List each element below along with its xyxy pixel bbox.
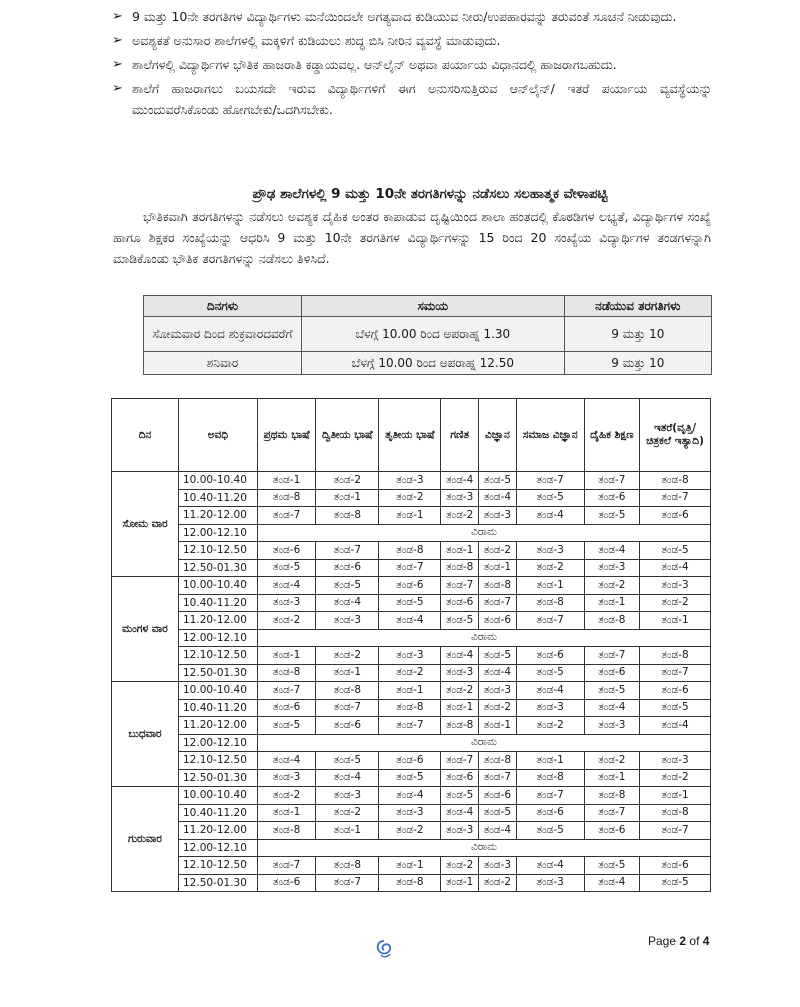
day-cell: ಸೋಮ ವಾರ: [112, 472, 179, 577]
group-cell: ತಂಡ-4: [640, 717, 711, 735]
group-cell: ತಂಡ-6: [584, 489, 639, 507]
group-cell: ತಂಡ-2: [479, 542, 517, 560]
group-cell: ತಂಡ-7: [516, 472, 584, 490]
break-row: [112, 524, 711, 542]
group-cell: ತಂಡ-6: [316, 717, 379, 735]
group-cell: ತಂಡ-4: [441, 472, 479, 490]
column-header: ದ್ವಿತೀಯ ಭಾಷೆ: [316, 399, 379, 472]
table-row: [112, 717, 711, 735]
group-cell: ತಂಡ-6: [640, 507, 711, 525]
group-cell: ತಂಡ-8: [640, 472, 711, 490]
group-cell: ತಂಡ-8: [441, 559, 479, 577]
group-cell: ತಂಡ-2: [516, 559, 584, 577]
group-cell: ತಂಡ-1: [441, 874, 479, 892]
group-cell: ತಂಡ-8: [640, 804, 711, 822]
group-cell: ತಂಡ-1: [516, 752, 584, 770]
table-row: [112, 612, 711, 630]
group-cell: ತಂಡ-5: [640, 542, 711, 560]
page-current: 2: [679, 934, 687, 948]
group-cell: ತಂಡ-3: [479, 682, 517, 700]
group-cell: ತಂಡ-7: [316, 542, 379, 560]
bullet-item: [112, 30, 712, 51]
group-cell: ತಂಡ-2: [379, 489, 441, 507]
group-cell: ತಂಡ-3: [441, 664, 479, 682]
intro-paragraph: ಭೌತಿಕವಾಗಿ ತರಗತಿಗಳನ್ನು ನಡೆಸಲು ಅವಶ್ಯಕ ದೈಹಿಕ ಅಂತರ ಕಾಪಾಡುವ ದೃಷ್ಟಿಯಿಂದ ಶಾಲಾ ಹಂತದಲ್ಲಿ ಕೊಠಡಿಗಳ ಲಭ್ಯತೆ, ವಿದ್ಯಾರ್ಥಿಗಳ ಸಂಖ್ಯೆ ಹಾಗೂ ಶಿಕ್ಷಕರ ಸಂಖ್ಯೆಯನ್ನು ಆಧರಿಸಿ 9 ಮತ್ತು 10ನೇ ತರಗತಿಗಳ ವಿದ್ಯಾರ್ಥಿಗಳನ್ನು 15 ರಿಂದ 20 ಸಂಖ್ಯೆಯ ವಿದ್ಯಾರ್ಥಿಗಳ ತಂಡಗಳನ್ನಾಗಿ ಮಾಡಿಕೊಂಡು ಭೌತಿಕ ತರಗತಿಗಳನ್ನು ನಡೆಸಲು ತಿಳಿಸಿದೆ.: [113, 209, 711, 266]
period-time-cell: 11.20-12.00: [179, 717, 258, 735]
group-cell: ತಂಡ-6: [479, 787, 517, 805]
group-cell: ತಂಡ-1: [258, 804, 316, 822]
column-header: ನಡೆಯುವ ತರಗತಿಗಳು: [564, 296, 711, 317]
bullet-item: [112, 54, 712, 75]
group-cell: ತಂಡ-7: [516, 612, 584, 630]
bullet-text: ಅವಶ್ಯಕತೆ ಅನುಸಾರ ಶಾಲೆಗಳಲ್ಲಿ ಮಕ್ಕಳಿಗೆ ಕುಡಿಯಲು ಶುದ್ಧ ಬಿಸಿ ನೀರಿನ ವ್ಯವಸ್ಥೆ ಮಾಡುವುದು.: [132, 33, 501, 48]
group-cell: ತಂಡ-1: [258, 472, 316, 490]
group-cell: ತಂಡ-4: [479, 489, 517, 507]
group-cell: ತಂಡ-2: [379, 664, 441, 682]
column-header: ವಿಜ್ಞಾನ: [479, 399, 517, 472]
table-cell: ಬೆಳಗ್ಗೆ 10.00 ರಿಂದ ಅಪರಾಹ್ನ 1.30: [302, 317, 565, 352]
group-cell: ತಂಡ-5: [516, 664, 584, 682]
timetable-header-row: [112, 399, 711, 472]
period-time-cell: 12.10-12.50: [179, 542, 258, 560]
group-cell: ತಂಡ-2: [258, 787, 316, 805]
arrow-bullet-icon: ➢: [112, 57, 123, 72]
table-row: [112, 804, 711, 822]
group-cell: ತಂಡ-6: [441, 594, 479, 612]
group-cell: ತಂಡ-2: [584, 752, 639, 770]
group-cell: ತಂಡ-4: [584, 874, 639, 892]
group-cell: ತಂಡ-6: [258, 542, 316, 560]
group-cell: ತಂಡ-8: [479, 577, 517, 595]
table-row: [112, 559, 711, 577]
group-cell: ತಂಡ-2: [441, 682, 479, 700]
period-time-cell: 12.50-01.30: [179, 874, 258, 892]
group-cell: ತಂಡ-3: [258, 594, 316, 612]
group-cell: ತಂಡ-5: [479, 804, 517, 822]
period-time-cell: 11.20-12.00: [179, 822, 258, 840]
group-cell: ತಂಡ-2: [516, 717, 584, 735]
break-cell: ವಿರಾಮ: [258, 734, 711, 752]
group-cell: ತಂಡ-2: [584, 577, 639, 595]
group-cell: ತಂಡ-5: [640, 699, 711, 717]
break-cell: ವಿರಾಮ: [258, 629, 711, 647]
group-cell: ತಂಡ-5: [441, 787, 479, 805]
day-cell: ಗುರುವಾರ: [112, 787, 179, 892]
group-cell: ತಂಡ-3: [584, 717, 639, 735]
arrow-bullet-icon: ➢: [112, 9, 123, 24]
group-cell: ತಂಡ-8: [516, 769, 584, 787]
group-cell: ತಂಡ-7: [584, 647, 639, 665]
arrow-bullet-icon: ➢: [112, 33, 123, 48]
period-time-cell: 10.00-10.40: [179, 787, 258, 805]
group-cell: ತಂಡ-8: [379, 542, 441, 560]
group-cell: ತಂಡ-8: [258, 489, 316, 507]
period-time-cell: 10.40-11.20: [179, 804, 258, 822]
table-row: [112, 857, 711, 875]
group-cell: ತಂಡ-3: [640, 752, 711, 770]
group-cell: ತಂಡ-1: [479, 717, 517, 735]
group-cell: ತಂಡ-3: [441, 822, 479, 840]
group-cell: ತಂಡ-2: [479, 874, 517, 892]
table-cell: ಬೆಳಗ್ಗೆ 10.00 ರಿಂದ ಅಪರಾಹ್ನ 12.50: [302, 352, 565, 375]
group-cell: ತಂಡ-1: [441, 542, 479, 560]
group-cell: ತಂಡ-3: [316, 612, 379, 630]
group-cell: ತಂಡ-2: [640, 769, 711, 787]
group-cell: ತಂಡ-3: [379, 647, 441, 665]
group-cell: ತಂಡ-8: [516, 594, 584, 612]
period-time-cell: 12.10-12.50: [179, 647, 258, 665]
group-cell: ತಂಡ-7: [258, 857, 316, 875]
group-cell: ತಂಡ-8: [379, 874, 441, 892]
group-cell: ತಂಡ-4: [516, 682, 584, 700]
group-cell: ತಂಡ-1: [258, 647, 316, 665]
group-cell: ತಂಡ-3: [441, 489, 479, 507]
group-cell: ತಂಡ-7: [379, 717, 441, 735]
period-time-cell: 12.50-01.30: [179, 769, 258, 787]
table-row: [112, 594, 711, 612]
period-time-cell: 11.20-12.00: [179, 612, 258, 630]
arrow-bullet-icon: ➢: [112, 81, 123, 96]
group-cell: ತಂಡ-6: [516, 647, 584, 665]
group-cell: ತಂಡ-7: [640, 489, 711, 507]
group-cell: ತಂಡ-6: [379, 577, 441, 595]
group-cell: ತಂಡ-8: [316, 507, 379, 525]
table-cell: 9 ಮತ್ತು 10: [564, 317, 711, 352]
table-row: [144, 317, 712, 352]
group-cell: ತಂಡ-2: [258, 612, 316, 630]
group-cell: ತಂಡ-2: [441, 507, 479, 525]
group-cell: ತಂಡ-8: [258, 664, 316, 682]
group-cell: ತಂಡ-4: [379, 612, 441, 630]
timetable: [111, 398, 711, 892]
group-cell: ತಂಡ-7: [479, 594, 517, 612]
column-header: ದಿನ: [112, 399, 179, 472]
column-header: ಸಮಯ: [302, 296, 565, 317]
column-header: ದೈಹಿಕ ಶಿಕ್ಷಣ: [584, 399, 639, 472]
break-row: [112, 734, 711, 752]
table-row: [112, 769, 711, 787]
group-cell: ತಂಡ-7: [316, 699, 379, 717]
group-cell: ತಂಡ-7: [516, 787, 584, 805]
group-cell: ತಂಡ-3: [516, 542, 584, 560]
period-time-cell: 12.50-01.30: [179, 664, 258, 682]
group-cell: ತಂಡ-5: [479, 647, 517, 665]
group-cell: ತಂಡ-5: [584, 682, 639, 700]
table-row: [112, 472, 711, 490]
group-cell: ತಂಡ-4: [584, 542, 639, 560]
group-cell: ತಂಡ-7: [441, 577, 479, 595]
day-cell: ಬುಧವಾರ: [112, 682, 179, 787]
group-cell: ತಂಡ-5: [379, 769, 441, 787]
period-time-cell: 10.00-10.40: [179, 577, 258, 595]
period-time-cell: 10.00-10.40: [179, 472, 258, 490]
group-cell: ತಂಡ-1: [316, 664, 379, 682]
group-cell: ತಂಡ-6: [316, 559, 379, 577]
group-cell: ತಂಡ-7: [640, 664, 711, 682]
group-cell: ತಂಡ-6: [584, 664, 639, 682]
group-cell: ತಂಡ-1: [584, 594, 639, 612]
summary-table: [143, 295, 712, 375]
page-of-label: of: [689, 934, 700, 948]
group-cell: ತಂಡ-6: [441, 769, 479, 787]
group-cell: ತಂಡ-5: [441, 612, 479, 630]
table-row: [144, 352, 712, 375]
group-cell: ತಂಡ-8: [640, 647, 711, 665]
column-header: ಪ್ರಥಮ ಭಾಷೆ: [258, 399, 316, 472]
group-cell: ತಂಡ-4: [516, 857, 584, 875]
group-cell: ತಂಡ-3: [258, 769, 316, 787]
group-cell: ತಂಡ-5: [316, 577, 379, 595]
group-cell: ತಂಡ-2: [316, 472, 379, 490]
break-row: [112, 839, 711, 857]
table-row: [112, 647, 711, 665]
section-heading: ಪ್ರೌಢ ಶಾಲೆಗಳಲ್ಲಿ 9 ಮತ್ತು 10ನೇ ತರಗತಿಗಳನ್ನು ನಡೆಸಲು ಸಲಹಾತ್ಮಕ ವೇಳಾಪಟ್ಟಿ: [252, 186, 608, 202]
group-cell: ತಂಡ-3: [640, 577, 711, 595]
group-cell: ತಂಡ-4: [441, 647, 479, 665]
group-cell: ತಂಡ-1: [441, 699, 479, 717]
group-cell: ತಂಡ-8: [316, 682, 379, 700]
day-cell: ಮಂಗಳ ವಾರ: [112, 577, 179, 682]
group-cell: ತಂಡ-4: [584, 699, 639, 717]
group-cell: ತಂಡ-7: [316, 874, 379, 892]
period-time-cell: 12.10-12.50: [179, 857, 258, 875]
group-cell: ತಂಡ-8: [584, 612, 639, 630]
group-cell: ತಂಡ-5: [258, 559, 316, 577]
group-cell: ತಂಡ-3: [316, 787, 379, 805]
group-cell: ತಂಡ-4: [258, 752, 316, 770]
period-time-cell: 12.00-12.10: [179, 839, 258, 857]
group-cell: ತಂಡ-6: [379, 752, 441, 770]
bullet-text: ಶಾಲೆಗಳಲ್ಲಿ ವಿದ್ಯಾರ್ಥಿಗಳ ಭೌತಿಕ ಹಾಜರಾತಿ ಕಡ್ಡಾಯವಲ್ಲ. ಆನ್‌ಲೈನ್ ಅಥವಾ ಪರ್ಯಾಯ ವಿಧಾನದಲ್ಲಿ ಹಾಜರಾಗಬಹುದು.: [132, 57, 617, 72]
table-cell: 9 ಮತ್ತು 10: [564, 352, 711, 375]
group-cell: ತಂಡ-7: [379, 559, 441, 577]
group-cell: ತಂಡ-2: [640, 594, 711, 612]
group-cell: ತಂಡ-6: [584, 822, 639, 840]
group-cell: ತಂಡ-3: [516, 874, 584, 892]
group-cell: ತಂಡ-4: [640, 559, 711, 577]
group-cell: ತಂಡ-7: [479, 769, 517, 787]
group-cell: ತಂಡ-7: [441, 752, 479, 770]
group-cell: ತಂಡ-3: [379, 472, 441, 490]
group-cell: ತಂಡ-8: [441, 717, 479, 735]
period-time-cell: 10.40-11.20: [179, 489, 258, 507]
group-cell: ತಂಡ-4: [516, 507, 584, 525]
group-cell: ತಂಡ-5: [584, 857, 639, 875]
column-header: ಗಣಿತ: [441, 399, 479, 472]
group-cell: ತಂಡ-2: [316, 804, 379, 822]
group-cell: ತಂಡ-1: [316, 489, 379, 507]
group-cell: ತಂಡ-5: [379, 594, 441, 612]
table-row: [112, 664, 711, 682]
group-cell: ತಂಡ-4: [441, 804, 479, 822]
group-cell: ತಂಡ-1: [379, 857, 441, 875]
group-cell: ತಂಡ-8: [379, 699, 441, 717]
page-number: [648, 934, 709, 948]
group-cell: ತಂಡ-6: [516, 804, 584, 822]
group-cell: ತಂಡ-4: [316, 769, 379, 787]
group-cell: ತಂಡ-2: [379, 822, 441, 840]
group-cell: ತಂಡ-3: [516, 699, 584, 717]
page-label: Page: [648, 934, 677, 948]
group-cell: ತಂಡ-5: [479, 472, 517, 490]
group-cell: ತಂಡ-5: [640, 874, 711, 892]
period-time-cell: 11.20-12.00: [179, 507, 258, 525]
period-time-cell: 10.00-10.40: [179, 682, 258, 700]
column-header: ತೃತೀಯ ಭಾಷೆ: [379, 399, 441, 472]
period-time-cell: 10.40-11.20: [179, 594, 258, 612]
period-time-cell: 10.40-11.20: [179, 699, 258, 717]
group-cell: ತಂಡ-1: [516, 577, 584, 595]
group-cell: ತಂಡ-1: [640, 787, 711, 805]
break-cell: ವಿರಾಮ: [258, 524, 711, 542]
bullet-list: [112, 6, 712, 123]
group-cell: ತಂಡ-2: [316, 647, 379, 665]
group-cell: ತಂಡ-2: [441, 857, 479, 875]
group-cell: ತಂಡ-4: [258, 577, 316, 595]
group-cell: ತಂಡ-4: [479, 664, 517, 682]
column-header: ಇತರೆ(ವೃತ್ತಿ/ ಚಿತ್ರಕಲೆ ಇತ್ಯಾದಿ): [640, 399, 711, 472]
group-cell: ತಂಡ-3: [379, 804, 441, 822]
table-row: [112, 874, 711, 892]
period-time-cell: 12.50-01.30: [179, 559, 258, 577]
group-cell: ತಂಡ-6: [258, 874, 316, 892]
group-cell: ತಂಡ-7: [640, 822, 711, 840]
group-cell: ತಂಡ-8: [584, 787, 639, 805]
column-header: ಅವಧಿ: [179, 399, 258, 472]
group-cell: ತಂಡ-1: [379, 507, 441, 525]
table-row: [112, 822, 711, 840]
period-time-cell: 12.00-12.10: [179, 734, 258, 752]
group-cell: ತಂಡ-8: [258, 822, 316, 840]
group-cell: ತಂಡ-6: [479, 612, 517, 630]
break-cell: ವಿರಾಮ: [258, 839, 711, 857]
group-cell: ತಂಡ-5: [316, 752, 379, 770]
period-time-cell: 12.10-12.50: [179, 752, 258, 770]
group-cell: ತಂಡ-8: [479, 752, 517, 770]
group-cell: ತಂಡ-1: [379, 682, 441, 700]
table-row: [112, 507, 711, 525]
group-cell: ತಂಡ-5: [516, 489, 584, 507]
group-cell: ತಂಡ-7: [584, 804, 639, 822]
group-cell: ತಂಡ-7: [258, 507, 316, 525]
bullet-item: [112, 78, 712, 120]
table-row: [112, 542, 711, 560]
page-total: 4: [702, 934, 710, 948]
group-cell: ತಂಡ-6: [640, 682, 711, 700]
group-cell: ತಂಡ-6: [258, 699, 316, 717]
table-row: [112, 752, 711, 770]
group-cell: ತಂಡ-2: [479, 699, 517, 717]
bullet-text: ಶಾಲೆಗೆ ಹಾಜರಾಗಲು ಬಯಸದೇ ಇರುವ ವಿದ್ಯಾರ್ಥಿಗಳಿಗೆ ಈಗ ಅನುಸರಿಸುತ್ತಿರುವ ಆನ್‌ಲೈನ್/ ಇತರೆ ಪರ್ಯಾಯ ವ್ಯವಸ್ಥೆಯನ್ನು ಮುಂದುವರೆಸಿಕೊಂಡು ಹೋಗಬೇಕು/ಒದಗಿಸಬೇಕು.: [132, 81, 712, 117]
table-cell: ಶನಿವಾರ: [144, 352, 302, 375]
table-row: [112, 699, 711, 717]
table-header-row: [144, 296, 712, 317]
group-cell: ತಂಡ-1: [584, 769, 639, 787]
group-cell: ತಂಡ-4: [479, 822, 517, 840]
group-cell: ತಂಡ-5: [584, 507, 639, 525]
group-cell: ತಂಡ-5: [516, 822, 584, 840]
group-cell: ತಂಡ-3: [479, 507, 517, 525]
bullet-text: 9 ಮತ್ತು 10ನೇ ತರಗತಿಗಳ ವಿದ್ಯಾರ್ಥಿಗಳು ಮನೆಯಿಂದಲೇ ಅಗತ್ಯವಾದ ಕುಡಿಯುವ ನೀರು/ಉಪಹಾರವನ್ನು ತರುವಂತೆ ಸೂಚನೆ ನೀಡುವುದು.: [132, 9, 677, 24]
timetable-body: [112, 472, 711, 892]
group-cell: ತಂಡ-3: [479, 857, 517, 875]
bullet-item: [112, 6, 712, 27]
group-cell: ತಂಡ-1: [316, 822, 379, 840]
group-cell: ತಂಡ-8: [316, 857, 379, 875]
group-cell: ತಂಡ-4: [379, 787, 441, 805]
group-cell: ತಂಡ-1: [640, 612, 711, 630]
group-cell: ತಂಡ-3: [584, 559, 639, 577]
group-cell: ತಂಡ-5: [258, 717, 316, 735]
column-header: ದಿನಗಳು: [144, 296, 302, 317]
column-header: ಸಮಾಜ ವಿಜ್ಞಾನ: [516, 399, 584, 472]
logo-swirl-icon: [373, 938, 395, 960]
break-row: [112, 629, 711, 647]
group-cell: ತಂಡ-7: [584, 472, 639, 490]
group-cell: ತಂಡ-1: [479, 559, 517, 577]
group-cell: ತಂಡ-6: [640, 857, 711, 875]
table-row: [112, 489, 711, 507]
table-row: [112, 577, 711, 595]
table-cell: ಸೋಮವಾರ ದಿಂದ ಶುಕ್ರವಾರದವರೆಗೆ: [144, 317, 302, 352]
table-row: [112, 682, 711, 700]
group-cell: ತಂಡ-4: [316, 594, 379, 612]
period-time-cell: 12.00-12.10: [179, 524, 258, 542]
period-time-cell: 12.00-12.10: [179, 629, 258, 647]
group-cell: ತಂಡ-7: [258, 682, 316, 700]
table-row: [112, 787, 711, 805]
